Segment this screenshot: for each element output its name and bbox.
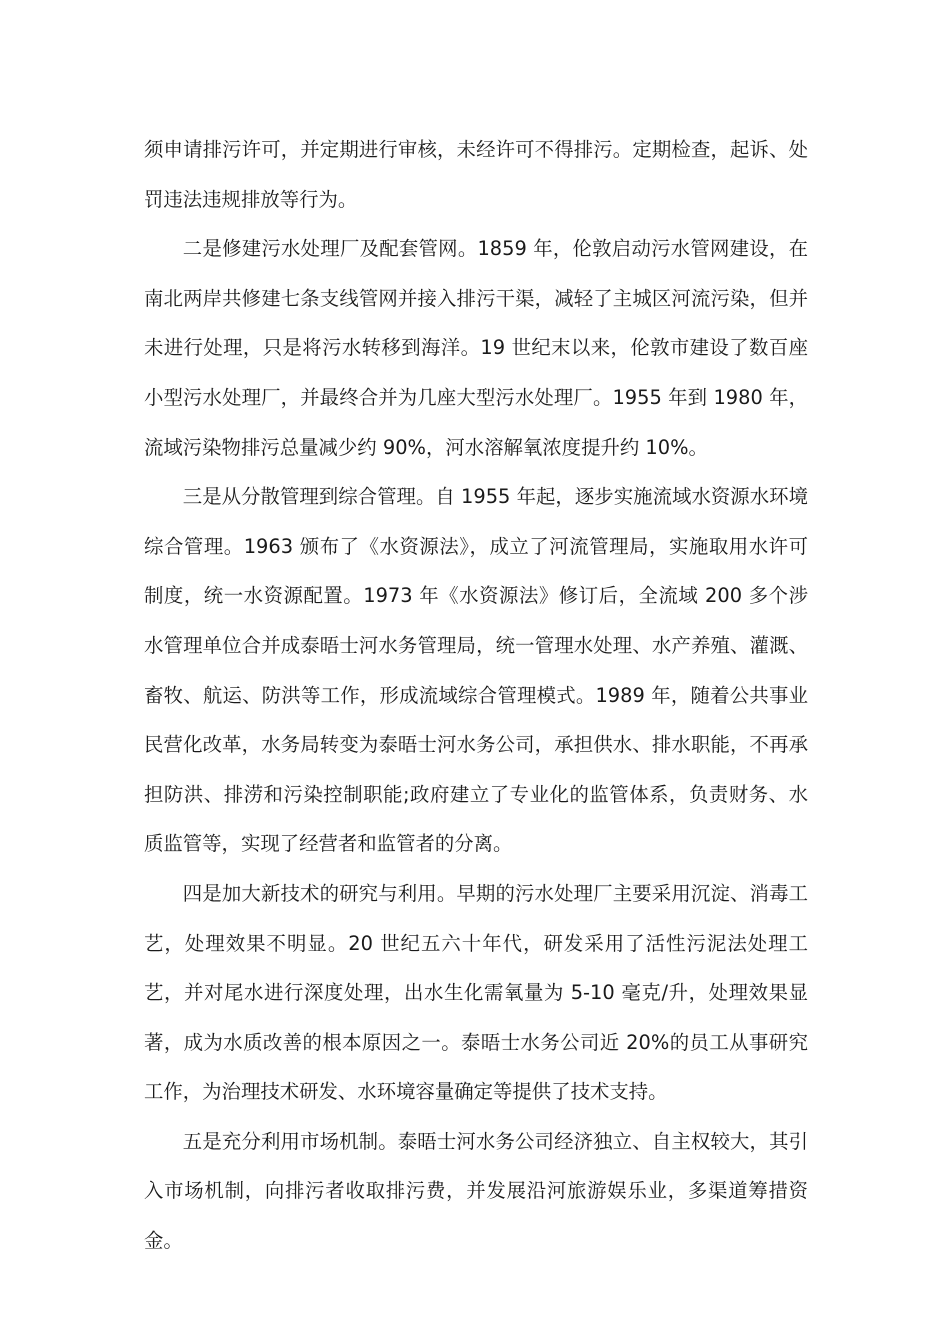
paragraph-market-mechanism: 五是充分利用市场机制。泰晤士河水务公司经济独立、自主权较大，其引入市场机制，向排污者收取排污费，并发展沿河旅游娱乐业，多渠道筹措资金。 bbox=[144, 1129, 808, 1253]
paragraph-new-technology: 四是加大新技术的研究与利用。早期的污水处理厂主要采用沉淀、消毒工艺，处理效果不明显。20 世纪五六十年代，研发采用了活性污泥法处理工艺，并对尾水进行深度处理，出水生化需氧量为 5-10 毫克/升，处理效果显著，成为水质改善的根本原因之一。泰晤士水务公司近 20%的员工从事研究工作，为治理技术研发、水环境容量确定等提供了技术支持。 bbox=[144, 881, 808, 1104]
paragraph-continuation: 须申请排污许可，并定期进行审核，未经许可不得排污。定期检查，起诉、处罚违法违规排放等行为。 bbox=[144, 138, 808, 211]
paragraph-sewage-plants: 二是修建污水处理厂及配套管网。1859 年，伦敦启动污水管网建设，在南北两岸共修建七条支线管网并接入排污干渠，减轻了主城区河流污染，但并未进行处理，只是将污水转移到海洋。19 世纪末以来，伦敦市建设了数百座小型污水处理厂，并最终合并为几座大型污水处理厂。1955 年到 1980 年，流域污染物排污总量减少约 90%，河水溶解氧浓度提升约 10%。 bbox=[144, 237, 808, 459]
paragraph-integrated-management: 三是从分散管理到综合管理。自 1955 年起，逐步实施流域水资源水环境综合管理。1963 颁布了《水资源法》，成立了河流管理局，实施取用水许可制度，统一水资源配置。1973 年《水资源法》修订后，全流域 200 多个涉水管理单位合并成泰晤士河水务管理局，统一管理水处理、水产养殖、灌溉、畜牧、航运、防洪等工作，形成流域综合管理模式。1989 年，随着公共事业民营化改革，水务局转变为泰晤士河水务公司，承担供水、排水职能，不再承担防洪、排涝和污染控制职能;政府建立了专业化的监管体系，负责财务、水质监管等，实现了经营者和监管者的分离。 bbox=[144, 485, 808, 856]
document-body bbox=[144, 125, 808, 1266]
